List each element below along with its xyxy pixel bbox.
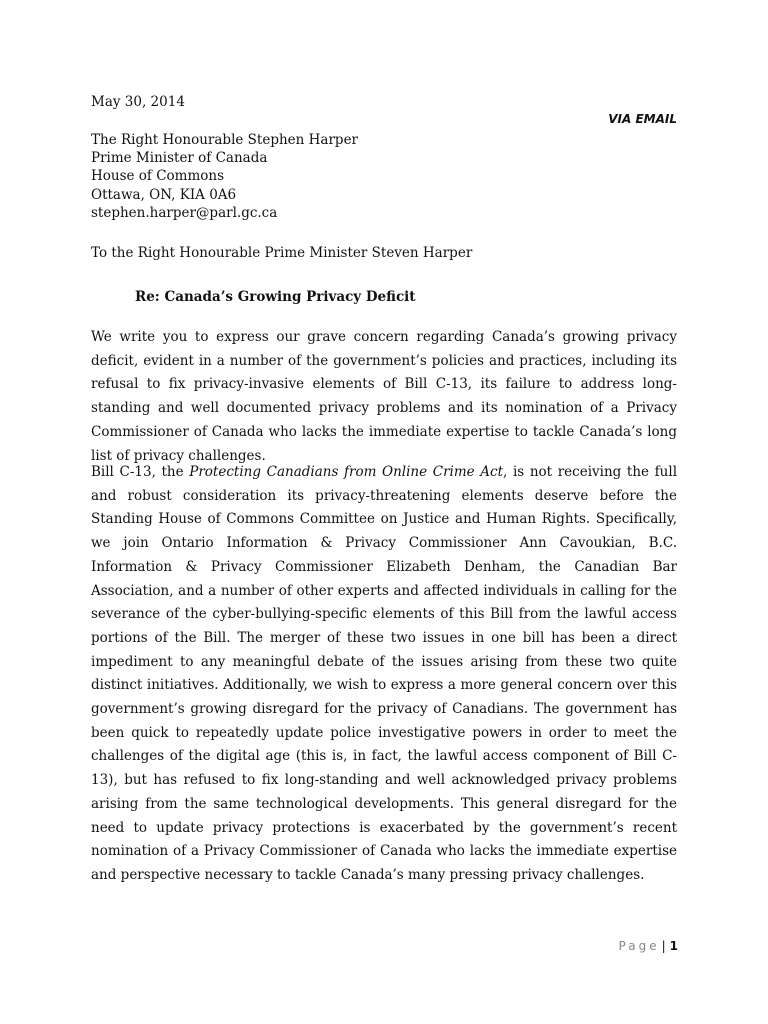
salutation: To the Right Honourable Prime Minister Steven Harper (91, 245, 473, 261)
recipient-address (91, 131, 358, 222)
body-paragraph-2 (91, 461, 677, 888)
bill-title: Protecting Canadians from Online Crime Act (189, 464, 504, 480)
paragraph-text: Bill C-13, the (91, 464, 190, 480)
recipient-office: House of Commons (91, 168, 225, 185)
page-number: 1 (669, 939, 678, 953)
page-footer (619, 939, 678, 953)
delivery-method: VIA EMAIL (608, 112, 677, 126)
page-label: Page (618, 939, 660, 953)
recipient-title: Prime Minister of Canada (91, 150, 268, 167)
recipient-email: stephen.harper@parl.gc.ca (91, 204, 278, 221)
body-paragraph-1: We write you to express our grave concern regarding Canada’s growing privacy deficit, evident in a number of the government’s policies and practices, including its refusal to fix privacy-invasive elements of Bill C-13, its failure to address long-standing and well documented privacy problems and its nomination of a Privacy Commissioner of Canada who lacks the immediate expertise to tackle Canada’s long list of privacy challenges. (91, 329, 677, 464)
recipient-name: The Right Honourable Stephen Harper (91, 132, 359, 148)
letter-date: May 30, 2014 (91, 94, 185, 110)
footer-separator: | (661, 939, 666, 953)
subject-line: Re: Canada’s Growing Privacy Deficit (135, 289, 416, 305)
recipient-city: Ottawa, ON, KIA 0A6 (91, 186, 237, 203)
paragraph-text: , is not receiving the full and robust consideration its privacy-threatening elements deserve before the Standing House of Commons Committee on Justice and Human Rights. Specifically, we join Ontario Information & Privacy Commissioner Ann Cavoukian, B.C. Information & Privacy Commissioner Elizabeth Denham, the Canadian Bar Association, and a number of other experts and affected individuals in calling for the severance of the cyber-bullying-specific elements of this Bill from the lawful access portions of the Bill. The merger of these two issues in one bill has been a direct impediment to any meaningful debate of the issues arising from these two quite distinct initiatives. Additionally, we wish to express a more general concern over this government’s growing disregard for the privacy of Canadians. The government has been quick to repeatedly update police investigative powers in order to meet the challenges of the digital age (this is, in fact, the lawful access component of Bill C-13), but has refused to fix long-standing and well acknowledged privacy problems arising from the same technological developments. This general disregard for the need to update privacy protections is exacerbated by the government’s recent nomination of a Privacy Commissioner of Canada who lacks the immediate expertise and perspective necessary to tackle Canada’s many pressing privacy challenges. (91, 464, 678, 883)
